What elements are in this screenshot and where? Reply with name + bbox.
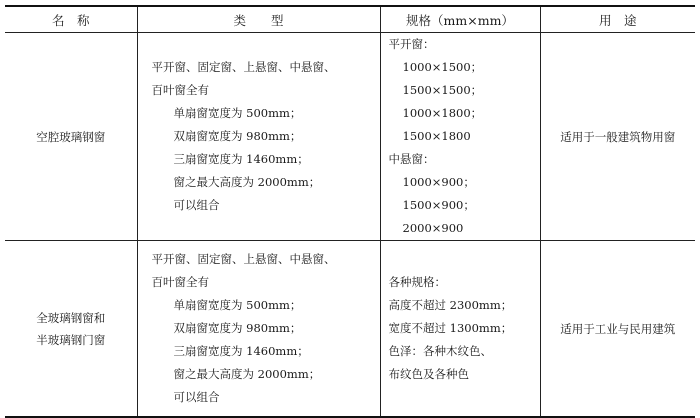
row-spec-cell — [380, 241, 540, 418]
type-line: 百叶窗全有 — [151, 83, 209, 97]
header-spec: 规格（mm×mm） — [380, 6, 540, 33]
table-header-row — [5, 6, 695, 33]
spec-line: 平开窗： — [388, 37, 435, 51]
spec-line: 1000×1500； — [402, 60, 483, 74]
type-line: 窗之最大高度为 2000mm； — [173, 367, 321, 381]
header-name: 名 称 — [5, 6, 137, 33]
row-type-cell — [137, 33, 380, 241]
row-name-line: 半玻璃钢门窗 — [36, 332, 106, 347]
spec-line: 中悬窗： — [388, 152, 435, 166]
type-line: 单扇窗宽度为 500mm； — [173, 298, 302, 312]
type-line: 三扇窗宽度为 1460mm； — [173, 152, 309, 166]
spec-line: 高度不超过 2300mm； — [388, 298, 513, 312]
type-line: 单扇窗宽度为 500mm； — [173, 106, 302, 120]
type-line: 平开窗、固定窗、上悬窗、中悬窗、 — [151, 252, 336, 266]
row-use-cell: 适用于一般建筑物用窗 — [540, 33, 695, 241]
spec-line: 1500×1500； — [402, 83, 483, 97]
table-row — [5, 33, 695, 241]
spec-line: 2000×900 — [402, 221, 464, 235]
row-type-cell — [137, 241, 380, 418]
row-name-line: 全玻璃钢窗和 — [36, 310, 106, 325]
spec-line: 1000×1800； — [402, 106, 483, 120]
type-line: 双扇窗宽度为 980mm； — [173, 321, 302, 335]
spec-line: 布纹色及各种色 — [388, 367, 469, 381]
spec-line: 色泽：各种木纹色、 — [388, 344, 492, 358]
header-type: 类 型 — [137, 6, 380, 33]
header-use: 用 途 — [540, 6, 695, 33]
type-line: 百叶窗全有 — [151, 275, 209, 289]
spec-line: 1500×1800 — [402, 129, 471, 143]
type-line: 双扇窗宽度为 980mm； — [173, 129, 302, 143]
spec-line: 宽度不超过 1300mm； — [388, 321, 513, 335]
type-line: 可以组合 — [173, 198, 220, 212]
row-name-cell — [5, 33, 137, 241]
spec-line: 各种规格： — [388, 275, 446, 289]
type-line: 窗之最大高度为 2000mm； — [173, 175, 321, 189]
type-line: 可以组合 — [173, 390, 220, 404]
type-line: 三扇窗宽度为 1460mm； — [173, 344, 309, 358]
row-name-cell — [5, 241, 137, 418]
spec-line: 1500×900； — [402, 198, 475, 212]
row-spec-cell — [380, 33, 540, 241]
row-name-line: 空腔玻璃钢窗 — [36, 129, 106, 144]
spec-line: 1000×900； — [402, 175, 475, 189]
type-line: 平开窗、固定窗、上悬窗、中悬窗、 — [151, 60, 336, 74]
row-use-cell: 适用于工业与民用建筑 — [540, 241, 695, 418]
window-spec-table — [5, 5, 695, 418]
table-row — [5, 241, 695, 418]
